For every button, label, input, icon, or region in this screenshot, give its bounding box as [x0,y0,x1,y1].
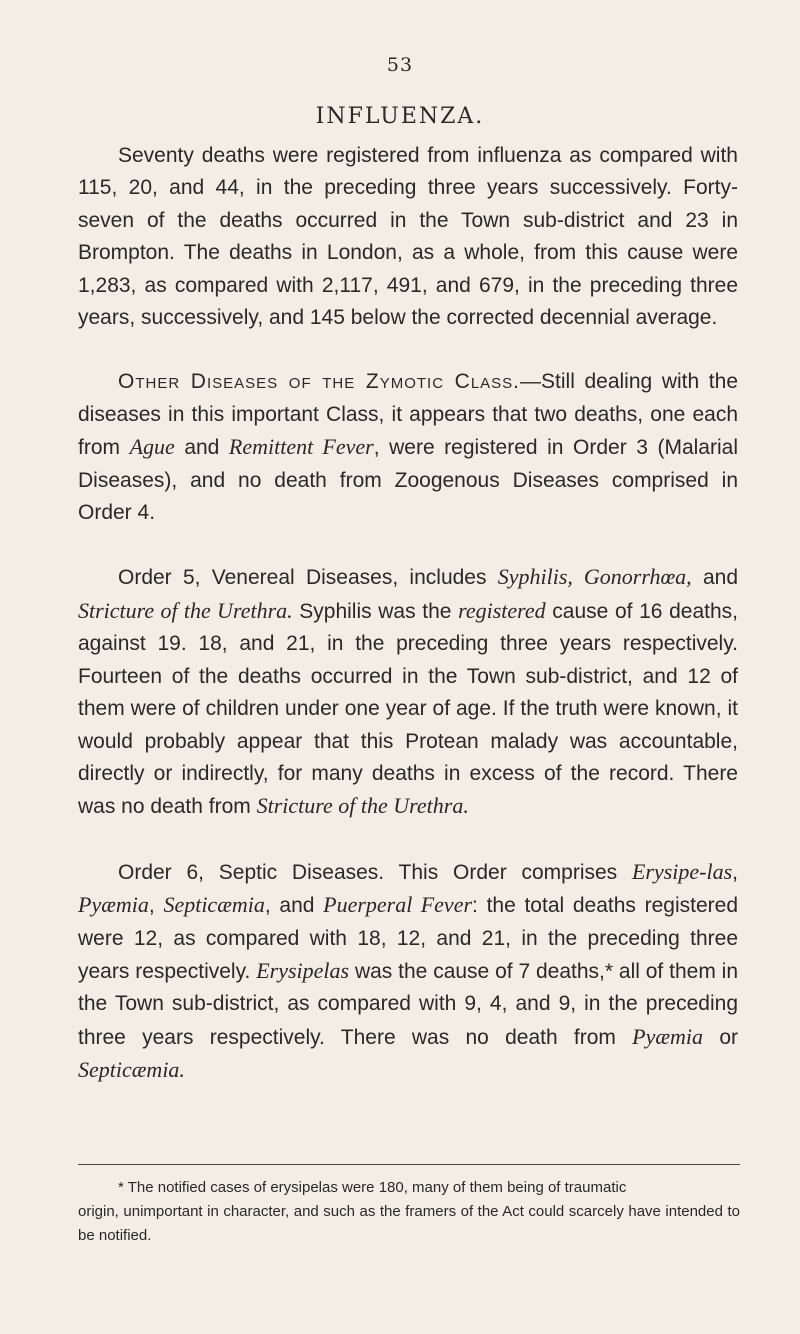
zymotic-text-2: and [174,436,229,460]
paragraph-zymotic [78,366,738,529]
ague-term: Ague [129,434,175,460]
septic-text-6: was the cause of 7 deaths,* all of them in the Town sub-district, as compared with 9, 4, and 9, in the preceding three years respectively. There was no death from [78,959,739,1049]
stricture-term: Stricture of the Urethra. [78,597,293,623]
zymotic-text-1: —Still dealing with the diseases in this important Class, it appears that two deaths, one each from [78,370,739,460]
footnote-divider [78,1164,740,1165]
footnote-line-rest: origin, unimportant in character, and such as the framers of the Act could scarcely have intended to be notified. [78,1203,740,1244]
stricture-term-2: Stricture of the Urethra. [256,793,469,819]
septic-text-3: , [148,894,164,918]
paragraph-septic [78,856,738,1088]
syphilis-term: Syphilis, Gonorrhœa, [497,564,692,590]
paragraph-venereal [78,561,738,823]
pyaemia-term: Pyæmia [78,892,149,918]
erysipelas-term: Erysipe-las [631,858,733,884]
pyaemia-term-2: Pyæmia [632,1023,704,1049]
septic-text-2: , [732,860,738,884]
septic-text-5: : the total deaths registered were 12, as compared with 18, 12, and 21, in the preceding three years respectively. [78,894,738,983]
septic-text-7: or [703,1025,738,1049]
section-heading: INFLUENZA. [315,104,485,129]
footnote [78,1176,740,1248]
septicaemia-term-2: Septicæmia. [78,1057,185,1083]
zymotic-text-3: , were registered in Order 3 (Malarial Diseases), and no death from Zoogenous Diseases comprised in Order 4. [78,436,738,525]
page-number: 53 [386,54,414,76]
septic-text-4: , and [264,894,324,918]
footnote-line-1: * The notified cases of erysipelas were 180, many of them being of traumatic [118,1179,627,1196]
septic-text-1: Order 6, Septic Diseases. This Order comprises [118,860,632,884]
puerperal-fever-term: Puerperal Fever [323,892,473,918]
remittent-fever-term: Remittent Fever [228,434,374,460]
body-text [78,140,738,1088]
erysipelas-term-2: Erysipelas [256,957,350,983]
zymotic-lead: Other Diseases of the Zymotic Class. [118,370,521,394]
venereal-text-1: Order 5, Venereal Diseases, includes [118,566,498,590]
registered-term: registered [458,597,546,623]
septicaemia-term: Septicæmia [163,892,265,918]
venereal-text-2: and [691,566,738,590]
venereal-text-3: Syphilis was the [292,599,459,623]
paragraph-influenza: Seventy deaths were registered from influenza as compared with 115, 20, and 44, in the preceding three years successively. Forty-seven of the deaths occurred in the Town sub-district and 23 in Brompton. The deaths in London, as a whole, from this cause were 1,283, as compared with 2,117, 491, and 679, in the preceding three years, successively, and 145 below the corrected decennial average. [78,144,738,330]
venereal-text-4: cause of 16 deaths, against 19. 18, and 21, in the preceding three years respectively. Fourteen of the deaths occurred in the Town sub-district, and 12 of them were of children under one year of age. If the truth were known, it would probably appear that this Protean malady was accountable, directly or indirectly, for many deaths in excess of the record. There was no death from [78,599,738,819]
